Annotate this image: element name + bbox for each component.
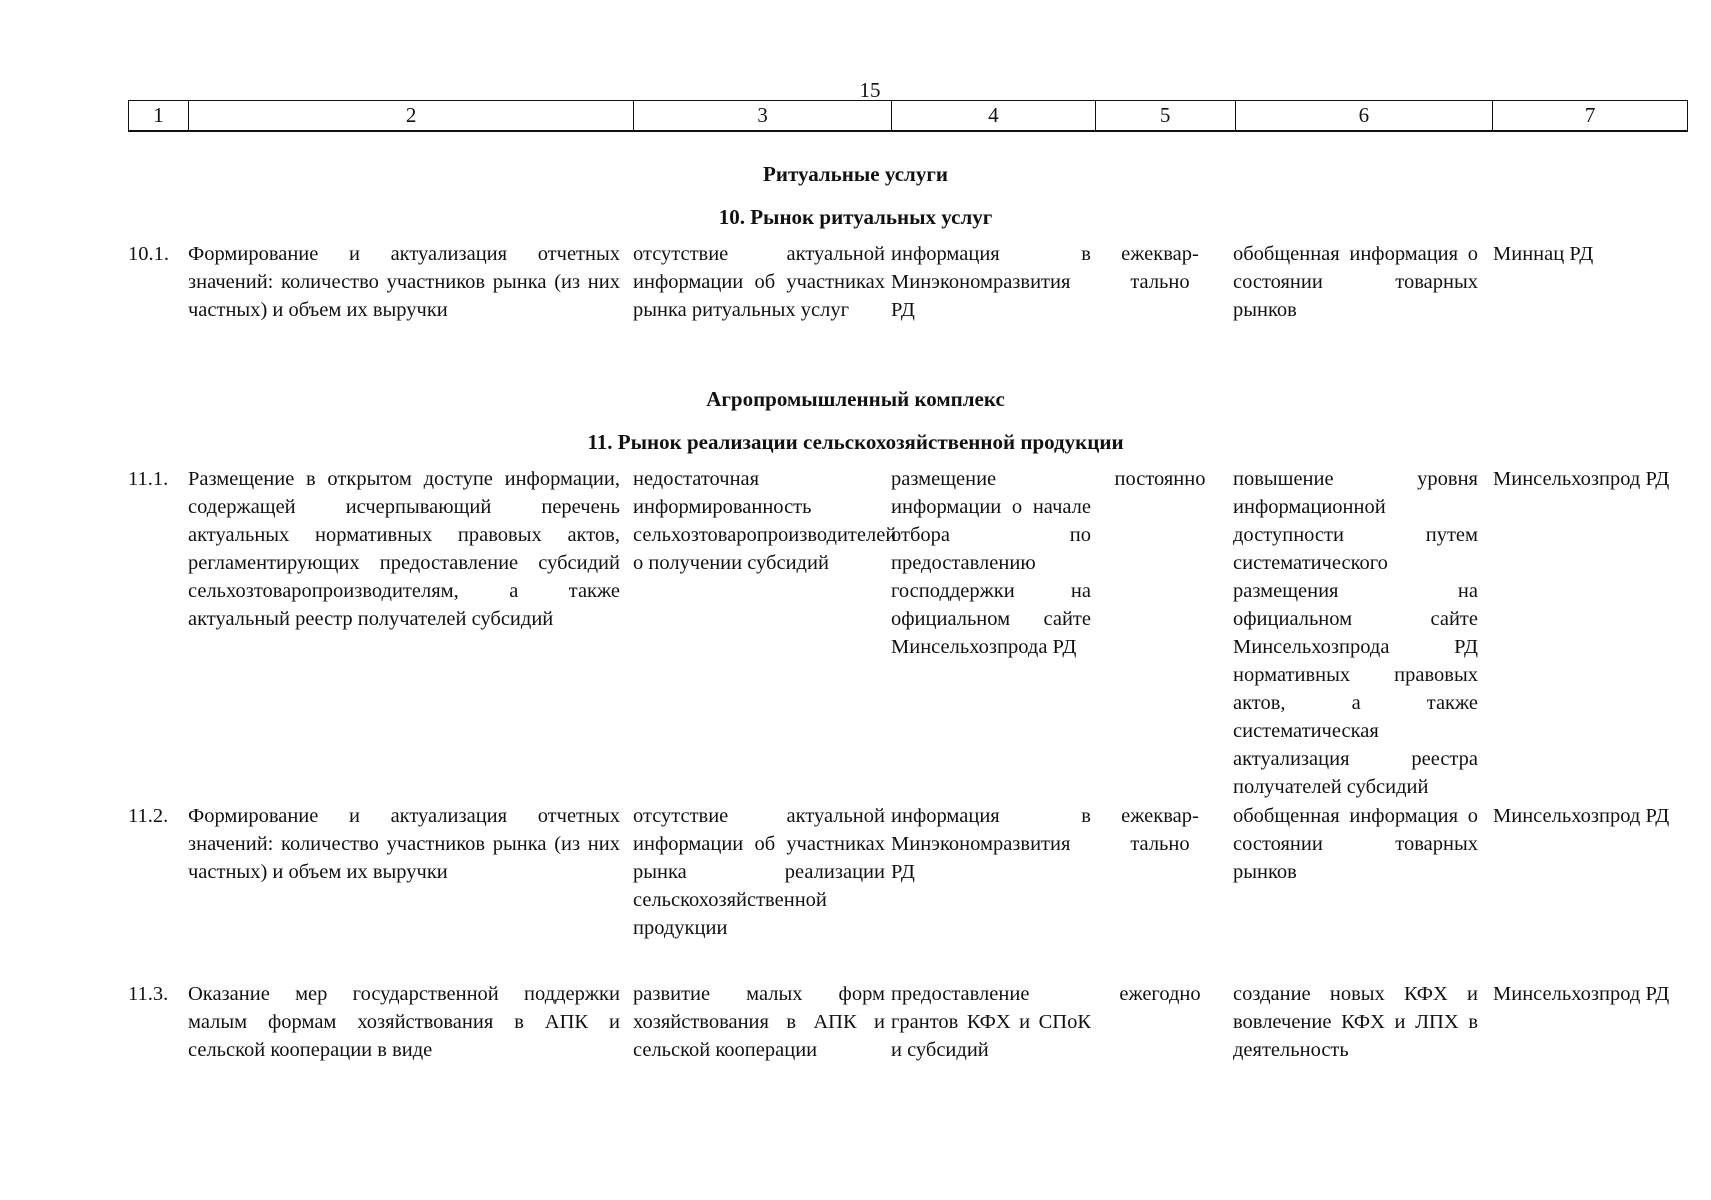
indicator-text: обобщенная информация о состоянии товарных рынков	[1233, 243, 1478, 321]
column-header-1: 1	[129, 101, 189, 130]
problem-text: недостаточная информированность сельхозтоваропроизводителей о получении субсидий	[633, 468, 897, 574]
section-title: Ритуальные услуги	[763, 162, 948, 186]
column-header-6: 6	[1236, 101, 1494, 130]
measure-text: Оказание мер государственной поддержки малым формам хозяйствования в АПК и сельской кооперации в виде	[188, 983, 620, 1061]
column-header-5: 5	[1096, 101, 1236, 130]
column-header-4: 4	[892, 101, 1096, 130]
executor-text: Минсельхозпрод РД	[1493, 805, 1670, 827]
subsection-title: 10. Рынок ритуальных услуг	[718, 205, 993, 229]
row-number: 11.1.	[128, 468, 169, 490]
result-document-text: информация в Минэкономразвития РД	[891, 243, 1091, 321]
executor-text: Минсельхозпрод РД	[1493, 983, 1670, 1005]
indicator-text: создание новых КФХ и вовлечение КФХ и ЛПХ в деятельность	[1233, 983, 1478, 1061]
problem-text: отсутствие актуальной информации об участниках рынка реализации сельскохозяйственной продукции	[633, 805, 885, 939]
result-document-text: предоставление грантов КФХ и СПоК и субсидий	[891, 983, 1091, 1061]
column-header-2: 2	[189, 101, 634, 130]
indicator-text: повышение уровня информационной доступности путем систематического размещения на официальном сайте Минсельхозпрода РД нормативных правовых актов, а также систематическая актуализация реестра получателей субсидий	[1233, 468, 1478, 798]
row-number: 11.3.	[128, 983, 169, 1005]
executor-text: Минсельхозпрод РД	[1493, 468, 1670, 490]
result-document-text: размещение информации о начале отбора по предоставлению господдержки на официальном сайте Минсельхозпрода РД	[891, 468, 1091, 658]
measure-text: Формирование и актуализация отчетных значений: количество участников рынка (из них частных) и объем их выручки	[188, 243, 620, 321]
measure-text: Размещение в открытом доступе информации, содержащей исчерпывающий перечень актуальных нормативных правовых актов, регламентирующих предоставление субсидий сельхозтоваропроизводителям, а также актуальный реестр получателей субсидий	[188, 468, 620, 630]
indicator-text: обобщенная информация о состоянии товарных рынков	[1233, 805, 1478, 883]
row-number: 11.2.	[128, 805, 169, 827]
section-title: Агропромышленный комплекс	[706, 387, 1005, 411]
period-text: постоянно	[1114, 468, 1206, 490]
period-text: ежегодно	[1119, 983, 1201, 1005]
period-text: ежеквар- тально	[1121, 805, 1199, 855]
column-header-7: 7	[1584, 103, 1596, 127]
measure-text: Формирование и актуализация отчетных значений: количество участников рынка (из них частных) и объем их выручки	[188, 805, 620, 883]
column-header-3: 3	[634, 101, 892, 130]
problem-text: развитие малых форм хозяйствования в АПК и сельской кооперации	[633, 983, 885, 1061]
executor-text: Миннац РД	[1493, 243, 1594, 265]
row-number: 10.1.	[128, 243, 169, 265]
subsection-title: 11. Рынок реализации сельскохозяйственной продукции	[587, 430, 1124, 454]
problem-text: отсутствие актуальной информации об участниках рынка ритуальных услуг	[633, 243, 885, 321]
result-document-text: информация в Минэкономразвития РД	[891, 805, 1091, 883]
column-number-header	[128, 100, 1688, 132]
period-text: ежеквар- тально	[1121, 243, 1199, 293]
page-number: 15	[859, 78, 881, 102]
